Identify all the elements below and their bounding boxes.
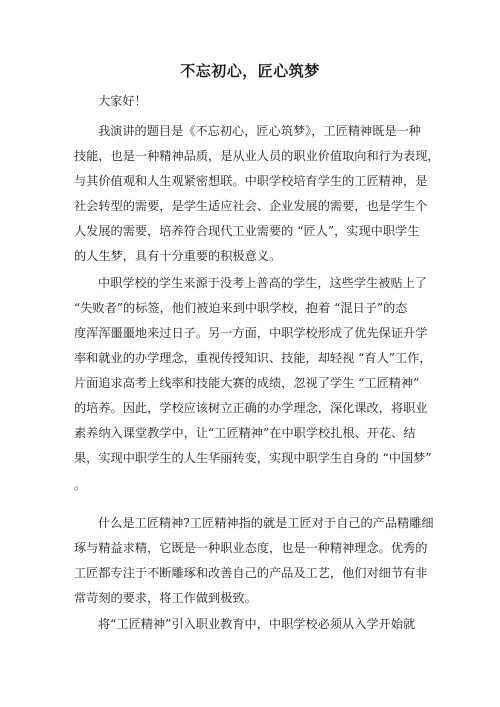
paragraph-line: 度浑浑噩噩地来过日子。另一方面，中职学校形成了优先保证升学 — [74, 326, 428, 340]
paragraph-line: 片面追求高考上线率和技能大赛的成绩，忽视了学生 “工匠精神” — [74, 376, 420, 390]
paragraph-line: 社会转型的需要，是学生适应社会、企业发展的需要，也是学生个 — [74, 199, 428, 213]
paragraph-line: 工匠都专注于不断雕琢和改善自己的产品及工艺，他们对细节有非 — [74, 566, 428, 580]
paragraph-line: 什么是工匠精神?工匠精神指的就是工匠对于自己的产品精雕细 — [98, 516, 434, 530]
paragraph-line: 技能，也是一种精神品质，是从业人员的职业价值取向和行为表现， — [74, 149, 440, 163]
paragraph-line: 率和就业的办学理念，重视传授知识、技能，却轻视 “育人”工作， — [74, 351, 432, 365]
paragraph-line: 我演讲的题目是《不忘初心，匠心筑梦》，工匠精神既是一种 — [98, 124, 421, 138]
paragraph-line: 素养纳入课堂教学中，让“工匠精神”在中职学校扎根、开花、结 — [74, 426, 416, 440]
paragraph-line: 的人生梦，具有十分重要的积极意义。 — [74, 249, 282, 263]
paragraph-line: 琢与精益求精，它既是一种职业态度，也是一种精神理念。优秀的 — [74, 541, 428, 555]
paragraph-line: 。 — [74, 478, 87, 492]
paragraph-line: 常苛刻的要求，将工作做到极致。 — [74, 591, 257, 605]
paragraph-line: 中职学校的学生来源于没考上普高的学生，这些学生被贴上了 — [98, 276, 428, 290]
paragraph-line: 人发展的需要，培养符合现代工业需要的 “匠人”，实现中职学生 — [74, 224, 420, 238]
greeting-line: 大家好！ — [98, 94, 147, 108]
paragraph-line: “失败者”的标签，他们被迫来到中职学校，抱着 “混日子”的态 — [74, 301, 408, 315]
paragraph-line: 与其价值观和人生观紧密想联。中职学校培育学生的工匠精神，是 — [74, 174, 428, 188]
paragraph-line: 的培养。因此，学校应该树立正确的办学理念，深化课改，将职业 — [74, 401, 428, 415]
paragraph-line: 果，实现中职学生的人生华丽转变，实现中职学生自身的 “中国梦” — [74, 451, 432, 465]
document-title: 不忘初心，匠心筑梦 — [180, 62, 320, 80]
paragraph-line: 将“工匠精神”引入职业教育中，中职学校必须从入学开始就 — [98, 617, 416, 631]
